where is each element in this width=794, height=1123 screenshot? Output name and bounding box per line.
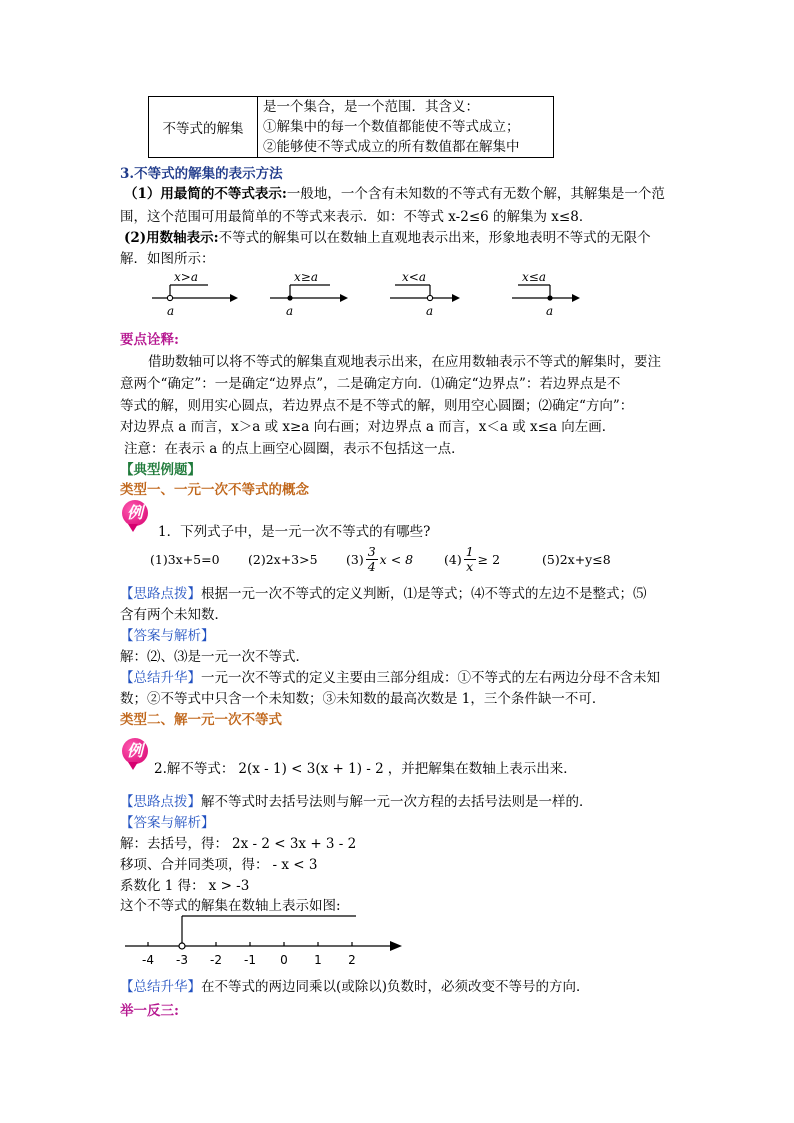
question-2-prefix: 2.解不等式： bbox=[154, 761, 235, 777]
option-3 bbox=[346, 545, 444, 574]
summary-tag: 【总结升华】 bbox=[120, 979, 201, 995]
key-points-note: 注意：在表示 a 的点上画空心圆圈，表示不包括这一点． bbox=[124, 441, 465, 457]
option-3-prefix: (3) bbox=[346, 551, 364, 567]
fraction-3-4 bbox=[366, 545, 378, 574]
summary-1-line-1 bbox=[120, 666, 660, 686]
summary-2-line bbox=[120, 975, 590, 995]
solid-point bbox=[547, 295, 552, 300]
hint-tag: 【思路点拨】 bbox=[120, 794, 201, 810]
section-3-p2-line1 bbox=[124, 226, 651, 246]
option-4-prefix: (4) bbox=[444, 551, 462, 567]
diagram-x-greater-a bbox=[152, 270, 238, 318]
question-2-suffix: ，并把解集在数轴上表示出来． bbox=[387, 761, 577, 777]
fraction-denominator: x bbox=[466, 558, 474, 574]
hint-1-line-1 bbox=[120, 582, 647, 602]
type-2-heading: 类型二、解一元一次不等式 bbox=[120, 712, 282, 728]
solution-number-line bbox=[120, 912, 410, 970]
number-line-tick-label: -3 bbox=[176, 953, 188, 967]
question-1-options bbox=[150, 542, 611, 576]
number-line-tick-label: -2 bbox=[210, 953, 222, 967]
summary-1-text-a: 一元一次不等式的定义主要由三部分组成：①不等式的左右两边分母不含未知 bbox=[201, 670, 660, 686]
diagram-x-less-a bbox=[390, 270, 460, 318]
option-4 bbox=[444, 545, 542, 574]
section-3-heading: 3.不等式的解集的表示方法 bbox=[120, 166, 283, 182]
step-3-label: 系数化 1 得： bbox=[120, 878, 205, 894]
diagram-3-point: a bbox=[426, 304, 434, 318]
step-1-label: 解：去括号，得： bbox=[120, 836, 228, 852]
key-points-line-1: 借助数轴可以将不等式的解集直观地表示出来，在应用数轴表示不等式的解集时，要注 bbox=[148, 354, 661, 370]
diagram-4-point: a bbox=[546, 304, 554, 318]
step-2 bbox=[120, 853, 317, 873]
solid-point bbox=[287, 295, 292, 300]
key-points-line-2: 意两个“确定”：一是确定“边界点”，二是确定方向．⑴确定“边界点”：若边界点是不 bbox=[120, 376, 621, 392]
p2-text-a: 不等式的解集可以在数轴上直观地表示出来，形象地表明不等式的无限个 bbox=[218, 230, 651, 246]
diagram-2-point: a bbox=[286, 304, 294, 318]
diagram-4-label: x≤a bbox=[522, 270, 546, 284]
diagram-1-point: a bbox=[167, 304, 175, 318]
diagram-3-label: x<a bbox=[402, 270, 426, 284]
diagram-x-leq-a bbox=[512, 270, 580, 318]
step-3-expression: x > -3 bbox=[208, 878, 250, 894]
step-1-expression: 2x - 2 < 3x + 3 - 2 bbox=[232, 836, 357, 852]
number-line-caption: 这个不等式的解集在数轴上表示如图: bbox=[120, 898, 341, 914]
diagram-1-label: x>a bbox=[174, 270, 198, 284]
step-3 bbox=[120, 874, 249, 894]
section-3-p1-line1 bbox=[124, 182, 665, 202]
definition-line-3: ②能够使不等式成立的所有数值都在解集中 bbox=[263, 139, 520, 155]
number-line-tick-label: 0 bbox=[280, 953, 288, 967]
key-points-heading: 要点诠释: bbox=[120, 332, 179, 348]
number-line-tick-label: -4 bbox=[142, 953, 154, 967]
question-2-expression: 2(x - 1) < 3(x + 1) - 2 bbox=[238, 761, 384, 777]
step-1 bbox=[120, 832, 356, 852]
fraction-denominator: 4 bbox=[367, 558, 376, 574]
step-2-expression: - x < 3 bbox=[272, 857, 318, 873]
number-line-tick-label: 1 bbox=[314, 953, 322, 967]
hint-2-text: 解不等式时去括号法则与解一元一次方程的去括号法则是一样的． bbox=[201, 794, 593, 810]
definition-line-2: ①解集中的每一个数值都能使不等式成立； bbox=[263, 119, 520, 135]
step-2-label: 移项、合并同类项，得： bbox=[120, 857, 269, 873]
inequality-diagrams bbox=[140, 268, 590, 320]
hint-2-line bbox=[120, 790, 593, 810]
p2-label: (2)用数轴表示: bbox=[124, 230, 219, 246]
hollow-point bbox=[427, 295, 432, 300]
fraction-numerator: 3 bbox=[367, 543, 376, 559]
summary-tag: 【总结升华】 bbox=[120, 670, 201, 686]
option-4-suffix: ≥ 2 bbox=[477, 551, 501, 567]
example-badge-icon: 例 bbox=[122, 738, 148, 764]
definition-term: 不等式的解集 bbox=[149, 97, 258, 158]
example-badge-icon: 例 bbox=[122, 500, 148, 526]
section-3-p1-line2: 围，这个范围可用最简单的不等式来表示．如：不等式 x-2≤6 的解集为 x≤8． bbox=[120, 209, 593, 225]
hollow-point bbox=[167, 295, 172, 300]
number-line-tick-label: -1 bbox=[244, 953, 256, 967]
option-5: (5)2x+y≤8 bbox=[542, 551, 611, 567]
fraction-numerator: 1 bbox=[465, 543, 474, 559]
definition-line-1: 是一个集合，是一个范围．其含义： bbox=[263, 99, 479, 115]
summary-1-line-2: 数；②不等式中只含一个未知数；③未知数的最高次数是 1，三个条件缺一不可． bbox=[120, 691, 606, 707]
answer-2-tag: 【答案与解析】 bbox=[120, 815, 215, 831]
answer-1: 解：⑵、⑶是一元一次不等式． bbox=[120, 649, 309, 665]
definition-content bbox=[258, 97, 554, 158]
diagram-x-geq-a bbox=[270, 270, 348, 318]
summary-2-text: 在不等式的两边同乘以(或除以)负数时，必须改变不等号的方向． bbox=[201, 979, 590, 995]
option-2: (2)2x+3>5 bbox=[248, 551, 318, 567]
key-points-line-3: 等式的解，则用实心圆点，若边界点不是不等式的解，则用空心圆圈；⑵确定“方向”： bbox=[120, 398, 634, 414]
option-3-suffix: x < 8 bbox=[379, 551, 414, 567]
practice-heading: 举一反三: bbox=[120, 1003, 179, 1019]
hollow-point bbox=[179, 943, 185, 949]
definition-table bbox=[148, 96, 554, 158]
answer-1-tag: 【答案与解析】 bbox=[120, 628, 215, 644]
p1-text-a: 一般地，一个含有未知数的不等式有无数个解，其解集是一个范 bbox=[286, 186, 665, 202]
question-2 bbox=[154, 757, 577, 777]
hint-1-text-a: 根据一元一次不等式的定义判断，⑴是等式；⑷不等式的左边不是整式；⑸ bbox=[201, 586, 647, 602]
hint-1-line-2: 含有两个未知数． bbox=[120, 607, 228, 623]
typical-examples-heading: 【典型例题】 bbox=[120, 462, 201, 478]
type-1-heading: 类型一、一元一次不等式的概念 bbox=[120, 482, 309, 498]
key-points-line-4: 对边界点 a 而言，x＞a 或 x≥a 向右画；对边界点 a 而言，x＜a 或 x≤a 向左画． bbox=[120, 419, 616, 435]
question-1: 1．下列式子中，是一元一次不等式的有哪些? bbox=[158, 524, 431, 540]
option-1: (1)3x+5=0 bbox=[150, 551, 220, 567]
fraction-1-x bbox=[464, 545, 476, 574]
hint-tag: 【思路点拨】 bbox=[120, 586, 201, 602]
number-line-tick-label: 2 bbox=[348, 953, 356, 967]
p1-label: （1）用最简的不等式表示: bbox=[124, 186, 287, 202]
diagram-2-label: x≥a bbox=[294, 270, 318, 284]
section-3-p2-line2: 解．如图所示： bbox=[120, 251, 215, 267]
